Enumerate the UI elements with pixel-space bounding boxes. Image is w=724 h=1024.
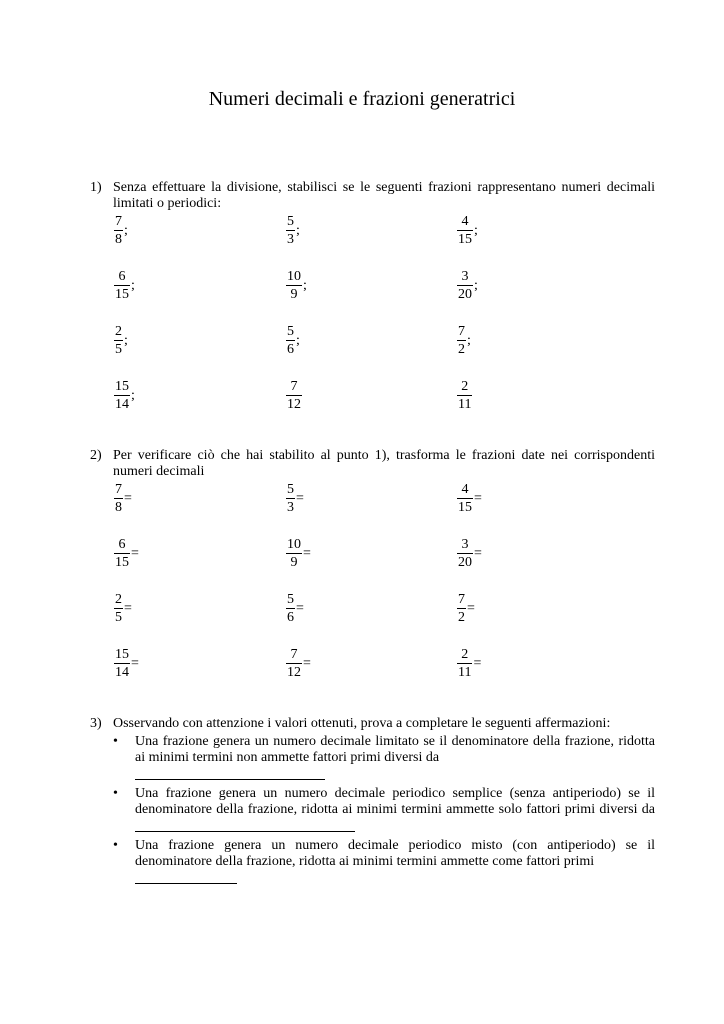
statement-2 (113, 786, 655, 837)
numerator: 15 (115, 379, 129, 394)
equals-sign: = (474, 491, 482, 506)
fraction (457, 482, 473, 515)
denominator: 11 (458, 397, 472, 412)
equals-sign: = (303, 656, 311, 671)
denominator: 2 (458, 610, 465, 625)
numerator: 2 (115, 592, 122, 607)
denominator: 12 (287, 665, 301, 680)
fraction (114, 592, 123, 625)
equals-sign: = (303, 546, 311, 561)
exercise-2-number: 2) (90, 448, 102, 463)
separator: ; (131, 388, 135, 403)
fraction (286, 537, 302, 570)
numerator: 7 (115, 482, 122, 497)
answer-blank-1[interactable] (135, 766, 325, 780)
fraction (114, 482, 123, 515)
statement-3-text: Una frazione genera un numero decimale periodico misto (con antiperiodo) se il denominatore della frazione, ridotta ai minimi termini ammette come fattori primi (135, 838, 655, 869)
separator: ; (296, 333, 300, 348)
equals-sign: = (124, 491, 132, 506)
answer-blank-3[interactable] (135, 870, 237, 884)
numerator: 10 (287, 269, 301, 284)
numerator: 5 (287, 482, 294, 497)
numerator: 4 (457, 482, 473, 499)
fraction (286, 324, 295, 357)
numerator: 3 (457, 537, 473, 554)
exercise-1-number: 1) (90, 180, 102, 195)
fraction (457, 269, 473, 302)
numerator: 2 (457, 647, 472, 664)
fraction (286, 214, 295, 247)
bullet-icon: • (113, 734, 118, 749)
numerator: 10 (287, 537, 301, 552)
numerator: 2 (115, 324, 122, 339)
statement-2-text: Una frazione genera un numero decimale periodico semplice (senza antiperiodo) se il denominatore della frazione, ridotta ai minimi termini ammette solo fattori primi diversi da (135, 786, 655, 817)
denominator: 9 (290, 555, 298, 570)
fraction (457, 214, 473, 247)
separator: ; (124, 223, 128, 238)
denominator: 11 (458, 665, 472, 680)
answer-blank-2[interactable] (135, 818, 355, 832)
denominator: 5 (115, 610, 122, 625)
fraction (457, 537, 473, 570)
numerator: 7 (286, 379, 302, 396)
equals-sign: = (296, 491, 304, 506)
denominator: 9 (290, 287, 298, 302)
denominator: 3 (287, 500, 294, 515)
bullet-icon: • (113, 786, 118, 801)
separator: ; (474, 223, 478, 238)
equals-sign: = (131, 546, 139, 561)
numerator: 5 (287, 214, 294, 229)
denominator: 8 (115, 232, 122, 247)
denominator: 20 (458, 287, 472, 302)
separator: ; (474, 278, 478, 293)
fraction (114, 269, 130, 302)
fraction (114, 537, 130, 570)
equals-sign: = (467, 601, 475, 616)
fraction (286, 269, 302, 302)
numerator: 3 (457, 269, 473, 286)
equals-sign: = (474, 546, 482, 561)
equals-sign: = (131, 656, 139, 671)
denominator: 3 (287, 232, 294, 247)
statement-3 (113, 838, 655, 889)
equals-sign: = (124, 601, 132, 616)
numerator: 4 (457, 214, 473, 231)
separator: ; (124, 333, 128, 348)
fraction (457, 324, 466, 357)
numerator: 2 (457, 379, 472, 396)
numerator: 7 (115, 214, 122, 229)
fraction (457, 379, 472, 412)
exercise-3-number: 3) (90, 716, 102, 731)
statement-1-text: Una frazione genera un numero decimale limitato se il denominatore della frazione, ridotta ai minimi termini non ammette fattori primi diversi da (135, 734, 655, 765)
denominator: 6 (287, 610, 294, 625)
denominator: 12 (287, 397, 301, 412)
numerator: 6 (114, 269, 130, 286)
numerator: 7 (458, 324, 465, 339)
exercise-2-text: Per verificare ciò che hai stabilito al punto 1), trasforma le frazioni date nei corrispondenti numeri decimali (113, 448, 655, 479)
fraction (286, 647, 302, 680)
page-title: Numeri decimali e frazioni generatrici (208, 88, 516, 110)
equals-sign: = (296, 601, 304, 616)
denominator: 8 (115, 500, 122, 515)
exercise-3-text: Osservando con attenzione i valori ottenuti, prova a completare le seguenti affermazioni: (113, 716, 611, 731)
numerator: 5 (287, 324, 294, 339)
bullet-icon: • (113, 838, 118, 853)
fraction (286, 592, 295, 625)
denominator: 6 (287, 342, 294, 357)
numerator: 5 (287, 592, 294, 607)
numerator: 7 (286, 647, 302, 664)
fraction (114, 379, 130, 412)
denominator: 5 (115, 342, 122, 357)
numerator: 15 (115, 647, 129, 662)
exercise-1-text: Senza effettuare la divisione, stabilisci se le seguenti frazioni rappresentano numeri decimali limitati o periodici: (113, 180, 655, 211)
denominator: 15 (458, 500, 472, 515)
fraction (286, 379, 302, 412)
denominator: 15 (115, 287, 129, 302)
separator: ; (131, 278, 135, 293)
equals-sign: = (473, 656, 482, 671)
fraction (457, 592, 466, 625)
denominator: 14 (115, 665, 129, 680)
fraction (114, 647, 130, 680)
numerator: 6 (114, 537, 130, 554)
denominator: 14 (115, 397, 129, 412)
statement-1 (113, 734, 655, 785)
denominator: 2 (458, 342, 465, 357)
fraction (114, 324, 123, 357)
denominator: 15 (115, 555, 129, 570)
numerator: 7 (458, 592, 465, 607)
fraction (286, 482, 295, 515)
separator: ; (467, 333, 471, 348)
fraction (114, 214, 123, 247)
fraction (457, 647, 472, 680)
denominator: 20 (458, 555, 472, 570)
denominator: 15 (458, 232, 472, 247)
separator: ; (303, 278, 307, 293)
separator: ; (296, 223, 300, 238)
